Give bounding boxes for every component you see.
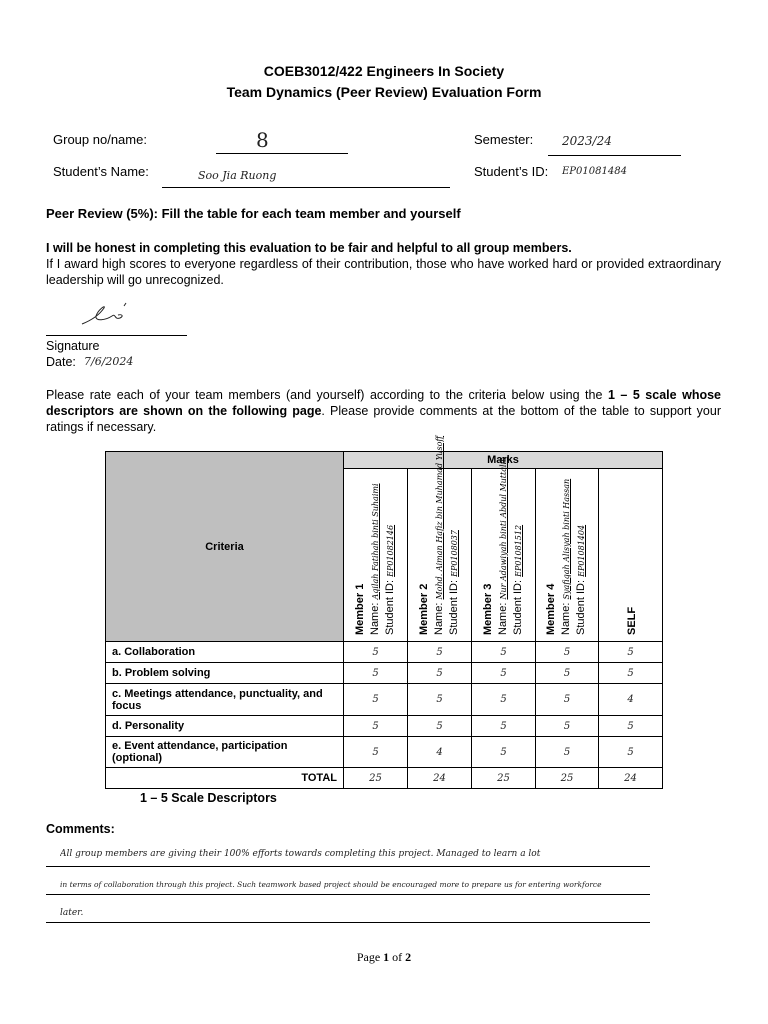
comment-line-1[interactable]: All group members are giving their 100% efforts towards completing this project. Managed to learn a lot <box>60 849 541 859</box>
table-row: d. Personality 5 5 5 5 5 <box>106 716 663 737</box>
student-id-value[interactable]: EP01081484 <box>562 166 627 177</box>
comment-underline-1 <box>46 866 650 867</box>
comment-underline-3 <box>46 922 650 923</box>
table-row: a. Collaboration 5 5 5 5 5 <box>106 642 663 663</box>
form-subtitle: Team Dynamics (Peer Review) Evaluation Form <box>226 84 542 100</box>
comment-line-2[interactable]: in terms of collaboration through this project. Such teamwork based project should be encouraged more to prepare us for entering workforce <box>60 880 602 889</box>
scale-descriptors-label: 1 – 5 Scale Descriptors <box>140 791 277 805</box>
group-label: Group no/name: <box>53 132 147 147</box>
page-number: Page 1 of 2 <box>356 950 412 964</box>
signature-line <box>46 335 187 336</box>
date-label: Date: <box>46 355 76 369</box>
member-2-header: Member 2 Name: Mohd. Aiman Hafiz bin Muhamad Yusoff Student ID: EP0108037 <box>408 469 472 642</box>
marks-header: Marks <box>344 452 663 469</box>
criteria-header: Criteria <box>106 452 344 642</box>
semester-label: Semester: <box>474 132 534 147</box>
total-row: TOTAL 25 24 25 25 24 <box>106 768 663 789</box>
comment-line-3[interactable]: later. <box>60 908 84 918</box>
semester-underline <box>548 155 681 156</box>
semester-value[interactable]: 2023/24 <box>562 134 612 148</box>
signature-label: Signature <box>46 339 100 353</box>
comments-label: Comments: <box>46 822 115 836</box>
member-3-header: Member 3 Name: Nur Adawiyah binti Abdul Muttalib Student ID: EP01081512 <box>472 469 536 642</box>
date-value[interactable]: 7/6/2024 <box>84 355 134 368</box>
table-row: e. Event attendance, participation (optional) 5 4 5 5 5 <box>106 737 663 768</box>
comment-underline-2 <box>46 894 650 895</box>
signature-scribble <box>78 300 138 330</box>
group-underline <box>216 153 348 154</box>
student-id-label: Student’s ID: <box>474 164 549 179</box>
self-header: SELF <box>599 469 663 642</box>
table-row: c. Meetings attendance, punctuality, and focus 5 5 5 5 4 <box>106 684 663 716</box>
student-name-value[interactable]: Soo Jia Ruong <box>198 169 277 182</box>
member-1-header: Member 1 Name: Aqilah Fatihah binti Suhaimi Student ID: EP01082146 <box>344 469 408 642</box>
honesty-statement: I will be honest in completing this evaluation to be fair and helpful to all group members. <box>46 241 572 255</box>
group-value[interactable]: 8 <box>256 128 269 152</box>
table-row: b. Problem solving 5 5 5 5 5 <box>106 663 663 684</box>
peer-review-heading: Peer Review (5%): Fill the table for each team member and yourself <box>46 206 461 221</box>
peer-review-table <box>105 435 663 789</box>
warning-text: If I award high scores to everyone regardless of their contribution, those who have worked hard or provided extraordinary leadership will go unrecognized. <box>46 257 721 287</box>
student-name-label: Student’s Name: <box>53 164 149 179</box>
rating-instructions: Please rate each of your team members (and yourself) according to the criteria below using the 1 – 5 scale whose descriptors are shown on the following page. Please provide comments at the bottom of the table to support your ratings if necessary. <box>46 388 721 434</box>
member-4-header: Member 4 Name: Syafiqah Alisyah binti Hassan Student ID: EP01081404 <box>536 469 599 642</box>
student-name-underline <box>162 187 450 188</box>
form-title: COEB3012/422 Engineers In Society <box>263 63 505 79</box>
